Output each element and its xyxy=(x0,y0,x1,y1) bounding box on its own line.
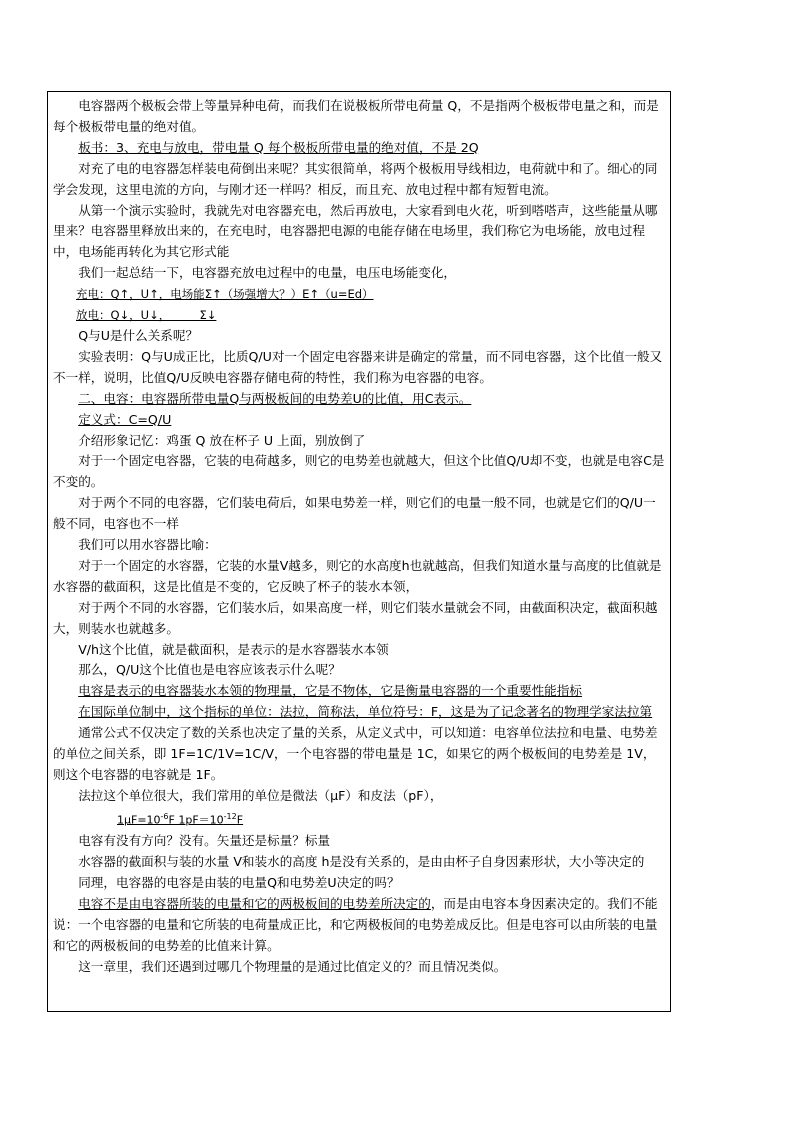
paragraph: 从第一个演示实验时，我就先对电容器充电，然后再放电，大家看到电火花，听到嗒嗒声，这些能量从哪里来？电容器里释放出来的，在充电时，电容器把电源的电能存储在电场里，我们称它为电场能，放电过程中，电场能再转化为其它形式能 xyxy=(53,202,658,260)
paragraph: 法拉这个单位很大，我们常用的单位是微法（μF）和皮法（pF）， xyxy=(78,787,443,803)
paragraph: 对于一个固定电容器，它装的电荷越多，则它的电势差也就越大，但这个比值Q/U却不变，也就是电容C是不变的。 xyxy=(53,453,665,490)
paragraph: 我们一起总结一下，电容器充放电过程中的电量，电压电场能变化， xyxy=(78,265,456,281)
paragraph: 介绍形象记忆：鸡蛋 Q 放在杯子 U 上面，别放倒了 xyxy=(78,432,366,448)
paragraph: V/h这个比值，就是截面积，是表示的是水容器装水本领 xyxy=(78,641,389,657)
paragraph: 电容有没有方向？没有。矢量还是标量？标量 xyxy=(78,833,331,849)
paragraph: 对于两个不同的电容器，它们装电荷后，如果电势差一样，则它们的电量一般不同，也就是它们的Q/U一般不同，电容也不一样 xyxy=(53,495,656,532)
paragraph: 通常公式不仅决定了数的关系也决定了量的关系，从定义式中，可以知道：电容单位法拉和电量、电势差的单位之间关系，即 1F=1C/1V=1C/V，一个电容器的带电量是 1C，如果它的两个极板间的电势差是 1V，则这个电容器的电容就是 1F。 xyxy=(53,725,658,782)
definition-formula: 定义式：C=Q/U xyxy=(78,411,172,427)
paragraph xyxy=(53,894,665,957)
blackboard-note: 板书：3、充电与放电，带电量 Q 每个极板所带电量的绝对值，不是 2Q xyxy=(78,139,479,155)
paragraph: Q与U是什么关系呢？ xyxy=(78,327,199,343)
underlined-statement: 电容不是由电容器所装的电量和它的两极板间的电势差所决定的 xyxy=(78,896,431,912)
formula-part: 1μF=10 xyxy=(117,813,161,827)
formula-part: F 1pF＝10 xyxy=(168,813,224,827)
paragraph: 电容是表示的电容器装水本领的物理量，它是不物体，它是衡量电容器的一个重要性能指标 xyxy=(78,683,582,699)
formula-exponent: -12 xyxy=(223,811,237,821)
paragraph: 实验表明：Q与U成正比，比质Q/U对一个固定电容器来讲是确定的常量，而不同电容器，这个比值一般又不一样，说明，比值Q/U反映电容器存储电荷的特性，我们称为电容器的电容。 xyxy=(53,348,663,385)
formula-part: F xyxy=(236,813,244,827)
content-frame xyxy=(47,91,671,1012)
formula-exponent: -6 xyxy=(160,811,169,821)
lesson-text xyxy=(53,96,665,978)
paragraph: 我们可以用水容器比喻： xyxy=(78,537,217,553)
paragraph: 水容器的截面积与装的水量 V和装水的高度 h是没有关系的，是由由杯子自身因素形状，大小等决定的 xyxy=(78,854,645,870)
paragraph: 那么，Q/U这个比值也是电容应该表示什么呢？ xyxy=(78,662,341,678)
paragraph: 对于两个不同的水容器，它们装水后，如果高度一样，则它们装水量就会不同，由截面积决定，截面积越大，则装水也就越多。 xyxy=(53,599,658,636)
unit-conversion-formula xyxy=(53,807,665,832)
paragraph: 这一章里，我们还遇到过哪几个物理量的是通过比值定义的？而且情况类似。 xyxy=(78,958,507,974)
paragraph: 电容器两个极板会带上等量异种电荷，而我们在说极板所带电荷量 Q，不是指两个极板带电量之和，而是每个极板带电量的绝对值。 xyxy=(53,98,659,134)
statement-continuation: ，而是由电容本身因素决定的。我们不能说：一个电容器的电量和它所装的电荷量成正比，和它两极板间的电势差成反比。但是电容可以由所装的电量和它的两极板间的电势差的比值来计算。 xyxy=(53,896,658,953)
section-heading: 二、电容：电容器所带电量Q与两极板间的电势差U的比值，用C表示。 xyxy=(78,390,472,406)
paragraph: 在国际单位制中，这个指标的单位：法拉，简称法，单位符号：F，这是为了记念著名的物理学家法拉第 xyxy=(78,704,653,720)
discharge-line: 放电：Q↓，U↓， Σ↓ xyxy=(76,308,217,323)
paragraph: 对于一个固定的水容器，它装的水量V越多，则它的水高度h也就越高，但我们知道水量与高度的比值就是水容器的截面积，这是比值是不变的，它反映了杯子的装水本领， xyxy=(53,557,662,594)
charge-line: 充电：Q↑，U↑，电场能Σ↑（场强增大？）E↑（u=Ed） xyxy=(76,287,374,302)
paragraph: 对充了电的电容器怎样装电荷倒出来呢？其实很简单，将两个极板用导线相边，电荷就中和了。细心的同学会发现，这里电流的方向，与刚才还一样吗？相反，而且充、放电过程中都有短暂电流。 xyxy=(53,160,658,197)
paragraph: 同理，电容器的电容是由装的电量Q和电势差U决定的吗？ xyxy=(78,875,400,891)
